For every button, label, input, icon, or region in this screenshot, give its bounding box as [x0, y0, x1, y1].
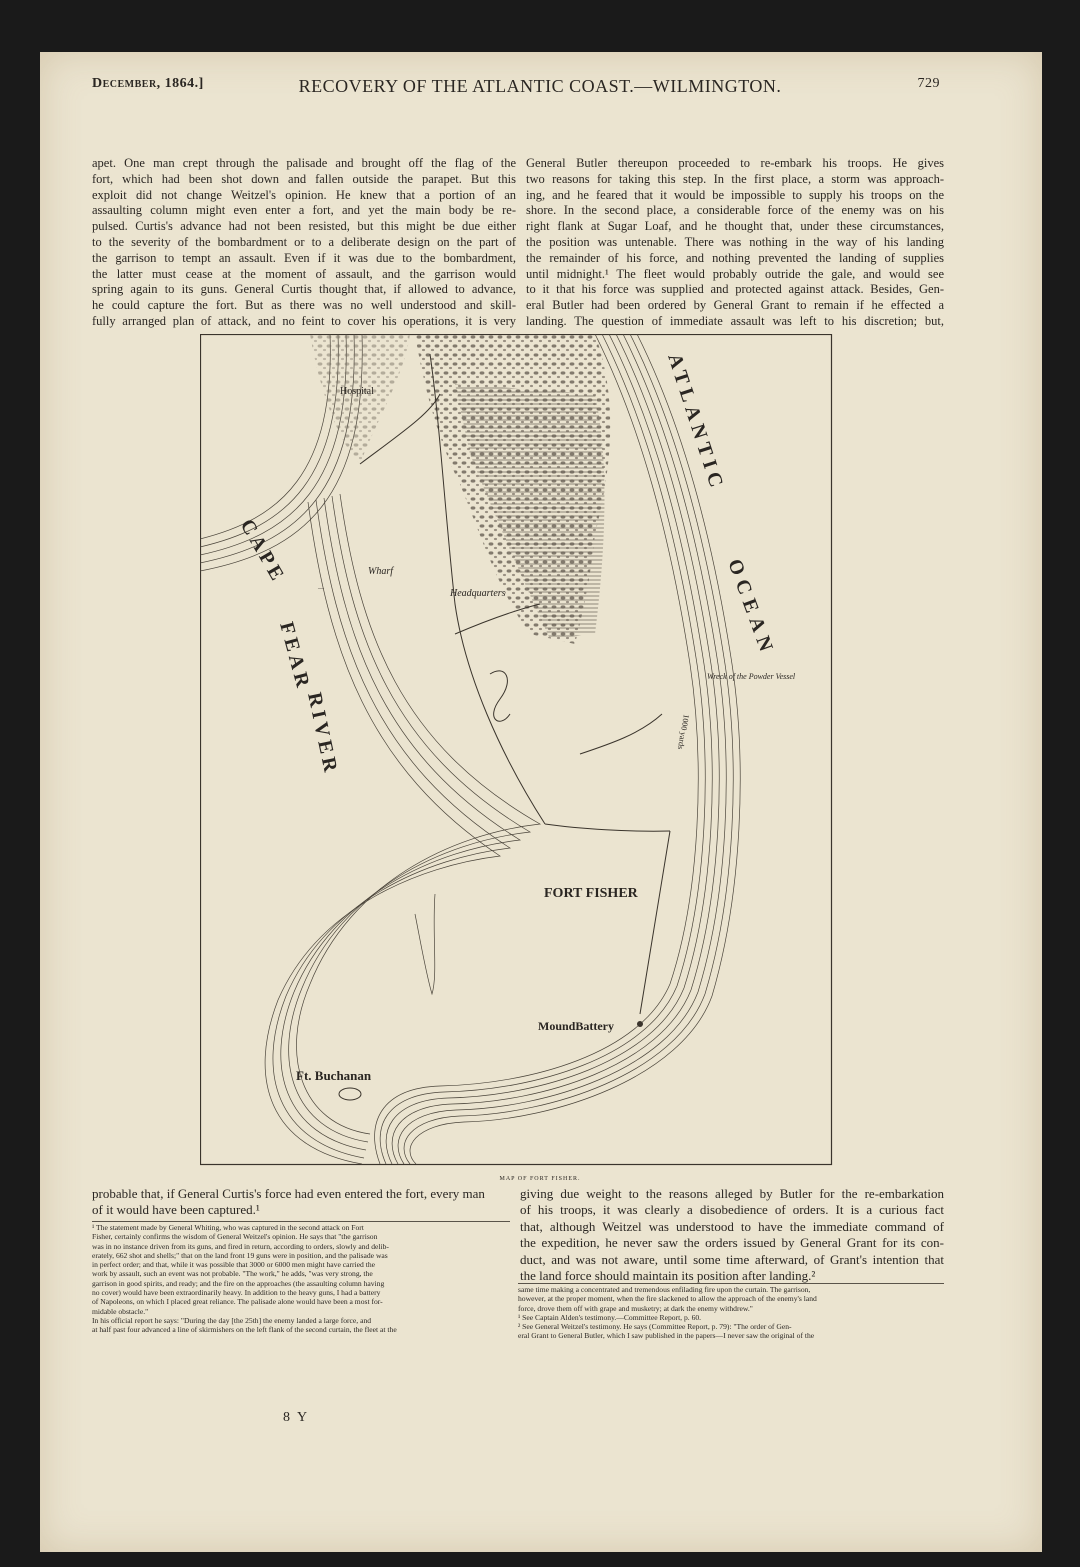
ft-buchanan-label: Ft. Buchanan [296, 1068, 372, 1083]
text-line: to the severity of the bombardment or to a deliberate design on the part of [92, 234, 516, 249]
text-line: was in no instance driven from its guns, and fired in return, according to orders, slowly and delib- [92, 1241, 389, 1251]
text-line: however, at the proper moment, when the fire slackened to allow the approach of the enemy's land [518, 1294, 817, 1304]
text-line: ing, and he feared that it would be impossible to supply his troops on the [526, 187, 944, 202]
text-line: the remainder of his force, and nothing prevented the landing of supplies [526, 250, 944, 265]
text-line: right flank at Sugar Loaf, and he thought that, under these circumstances, [526, 219, 944, 234]
ocean-label: OCEAN [723, 556, 779, 660]
footnote-rule-left [92, 1221, 510, 1222]
text-line: spring again to its guns. General Curtis thought that, if allowed to advance, [92, 282, 516, 297]
footnotes-right [518, 1285, 944, 1341]
text-line: Fisher, certainly confirms the wisdom of General Weitzel's opinion. He says that "the garrison [92, 1232, 378, 1242]
text-line: probable that, if General Curtis's force had even entered the fort, every man [92, 1186, 485, 1201]
text-line: midable obstacle." [92, 1306, 149, 1316]
svg-text:—: — [318, 586, 324, 592]
fort-fisher-label: FORT FISHER [544, 886, 638, 901]
text-line: same time making a concentrated and tremendous enfilading fire upon the curtain. The garrison, [518, 1285, 811, 1294]
text-line: he could capture the fort. But as there was no well understood and skill- [92, 298, 516, 313]
text-line: of Napoleons, on which I placed great reliance. The palisade alone would have been a most for- [92, 1297, 383, 1307]
mound-battery-label: MoundBattery [538, 1019, 614, 1033]
top-right-column [526, 156, 944, 330]
text-line: in perfect order; and that, while it was possible that 3000 or 6000 men might have carried the [92, 1260, 375, 1270]
text-line: ² See General Weitzel's testimony. He says (Committee Report, p. 79): "The order of Gen- [518, 1322, 792, 1332]
text-line: that, although Weitzel was understood to have the immediate command of [520, 1218, 944, 1234]
atlantic-label: ATLANTIC [663, 350, 729, 495]
text-line: eral Grant to General Butler, which I saw published in the papers—I never saw the original of the [518, 1331, 815, 1341]
wreck-label: Wreck of the Powder Vessel [707, 672, 796, 681]
text-line: of his troops, it was clearly a disobedience of orders. It is a curious fact [520, 1202, 944, 1218]
text-line: fort, which had been shot down and fallen outside the parapet. But this [92, 171, 516, 186]
bottom-left-text [92, 1186, 508, 1218]
text-line: giving due weight to the reasons alleged by Butler for the re-embarkation [520, 1186, 944, 1201]
text-line: shore. In the second place, a considerable force of the enemy was on his [526, 203, 944, 218]
text-line: General Butler thereupon proceeded to re-embark his troops. He gives [526, 156, 944, 170]
text-line: of it would have been captured.¹ [92, 1202, 260, 1217]
text-line: ¹ See Captain Alden's testimony.—Committee Report, p. 60. [518, 1312, 702, 1322]
text-line: exploit did not change Weitzel's opinion. He knew that a portion of an [92, 187, 516, 202]
text-line: the latter must cease at the moment of assault, and the garrison would [92, 266, 516, 281]
text-line: eral Butler had been ordered by General Grant to remain if he effected a [526, 298, 944, 313]
text-line: until midnight.¹ The fleet would probably outride the gale, and would see [526, 266, 944, 281]
text-line: pulsed. Curtis's advance had not been resisted, but this might be due either [92, 219, 516, 234]
headquarters-label: Headquarters [450, 588, 506, 599]
text-line: the land force should maintain its position after landing.² [520, 1268, 816, 1284]
footnotes-left [92, 1223, 512, 1335]
text-line: garrison in good spirits, and ready; and the fire on the approaches (the assaulting column having [92, 1278, 385, 1288]
text-line: In his official report he says: "During the day [the 25th] the enemy landed a large force, and [92, 1315, 372, 1325]
river-label: RIVER [303, 690, 343, 778]
signature-mark: 8 Y [283, 1410, 310, 1425]
footnote-rule-right [518, 1283, 944, 1284]
text-line: no cover) would have been extraordinarily heavy. In addition to the heavy guns, I had a battery [92, 1288, 381, 1298]
text-line: duct, and was not aware, until some time afterward, of Grant's intention that [520, 1251, 944, 1267]
text-line: at half past four advanced a line of skirmishers on the left flank of the second curtain, the fleet at the [92, 1325, 397, 1335]
mound-battery-marker [637, 1021, 643, 1027]
fear-label: FEAR [275, 619, 315, 694]
text-line: two reasons for taking this step. In the first place, a storm was approach- [526, 171, 944, 186]
bottom-right-text [520, 1186, 944, 1284]
text-line: assaulting column might even enter a fort, and yet the main body be re- [92, 203, 516, 218]
text-line: fully arranged plan of attack, and no feint to cover his operations, it is very [92, 313, 516, 328]
hospital-label: Hospital [340, 386, 374, 397]
top-left-column [92, 156, 516, 330]
text-line: apet. One man crept through the palisade and brought off the flag of the [92, 156, 516, 170]
ft-buchanan-marker [339, 1088, 361, 1100]
header-date: December, 1864.] [92, 76, 204, 91]
text-line: the position was untenable. There was nothing in the way of his landing [526, 234, 944, 249]
cape-label: CAPE [235, 515, 290, 588]
map-caption: MAP OF FORT FISHER. [499, 1176, 581, 1182]
text-line: work by assault, such an event was not probable. "The work," he adds, "was very strong, the [92, 1269, 373, 1279]
page-title: RECOVERY OF THE ATLANTIC COAST.—WILMINGTON. [298, 76, 782, 96]
text-line: ¹ The statement made by General Whiting, who was captured in the second attack on Fort [92, 1223, 364, 1232]
fort-fisher-map [200, 334, 834, 1168]
text-line: to it that his force was supplied and protected against attack. Besides, Gen- [526, 282, 944, 297]
text-line: the expedition, he never saw the orders issued by General Grant for its con- [520, 1235, 944, 1251]
text-line: the garrison to tempt an assault. Even if it was due to the bombardment, [92, 250, 516, 265]
page-number: 729 [917, 76, 940, 91]
text-line: force, drove them off with grape and musketry; at dark the enemy withdrew." [518, 1303, 753, 1313]
wharf-label: Wharf [368, 566, 393, 577]
yards-label: 1000 yards [675, 713, 691, 751]
text-line: erately, 662 shot and shells;" that on the land front 19 guns were in position, and the palisade was [92, 1250, 388, 1260]
text-line: landing. The question of immediate assault was left to his discretion; but, [526, 313, 944, 328]
